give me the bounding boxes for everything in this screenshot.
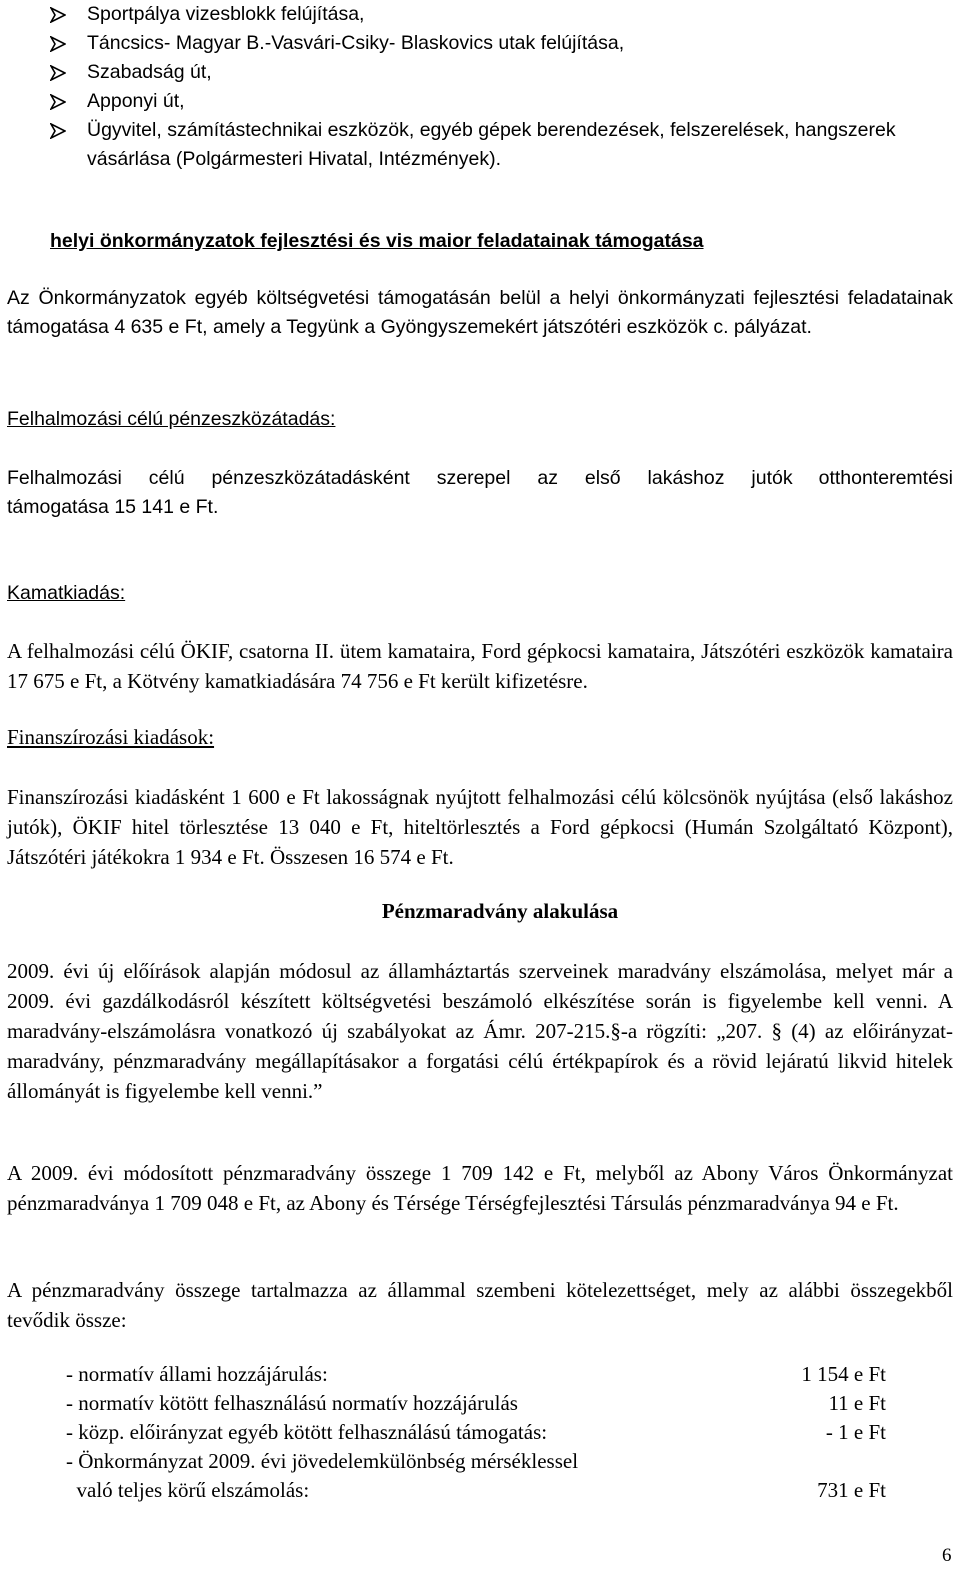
section-heading-penzmaradvany: Pénzmaradvány alakulása	[381, 899, 619, 923]
list-item-text: Apponyi út,	[87, 90, 185, 112]
item-label: - Önkormányzat 2009. évi jövedelemkülönbség mérséklessel	[66, 1449, 579, 1473]
paragraph-kamatkiadas: A felhalmozási célú ÖKIF, csatorna II. ütem kamataira, Ford gépkocsi kamataira, Játszótéri eszközök kamataira 17 675 e Ft, a Kötvény kamatkiadására 74 756 e Ft került kifizetésre.	[7, 639, 953, 693]
item-label: - közp. előirányzat egyéb kötött felhasználású támogatás:	[66, 1420, 548, 1444]
section-heading-felhalmozasi: Felhalmozási célú pénzeszközátadás:	[7, 408, 336, 430]
table-row	[66, 1418, 886, 1447]
item-label: - normatív kötött felhasználású normatív hozzájárulás	[66, 1391, 518, 1415]
list-item	[50, 58, 960, 87]
table-row	[66, 1476, 886, 1505]
arrow-bullet-icon	[50, 7, 66, 23]
section-heading-kamatkiadas: Kamatkiadás:	[7, 582, 126, 604]
section-heading-fejlesztesi: helyi önkormányzatok fejlesztési és vis maior feladatainak támogatása	[50, 230, 704, 252]
item-value: - 1 e Ft	[825, 1420, 886, 1444]
paragraph-finanszirozasi: Finanszírozási kiadásként 1 600 e Ft lakosságnak nyújtott felhalmozási célú kölcsönök nyújtása (első lakáshoz jutók), ÖKIF hitel törlesztése 13 040 e Ft, hiteltörlesztés a Ford gépkocsi (Humán Szolgáltató Központ), Játszótéri játékokra 1 934 e Ft. Összesen 16 574 e Ft.	[7, 785, 953, 869]
list-item-text: Ügyvitel, számítástechnikai eszközök, egyéb gépek berendezések, felszerelések, hangszerek vásárlása (Polgármesteri Hivatal, Intézmények).	[87, 119, 896, 170]
bullet-list	[50, 0, 960, 174]
paragraph-fejlesztesi: Az Önkormányzatok egyéb költségvetési támogatásán belül a helyi önkormányzati fejlesztési feladatainak támogatása 4 635 e Ft, amely a Tegyünk a Gyöngyszemekért játszótéri eszközök c. pályázat.	[7, 287, 953, 338]
item-label: - normatív állami hozzájárulás:	[66, 1362, 328, 1386]
item-label: való teljes körű elszámolás:	[66, 1478, 310, 1502]
paragraph-felhalmozasi	[7, 464, 953, 522]
section-heading-finanszirozasi: Finanszírozási kiadások:	[7, 725, 215, 749]
list-item	[50, 87, 960, 116]
item-value: 731 e Ft	[817, 1478, 886, 1502]
paragraph-penzmaradvany-3: A pénzmaradvány összege tartalmazza az állammal szembeni kötelezettséget, mely az alábbi összegekből tevődik össze:	[7, 1278, 953, 1332]
table-row	[66, 1389, 886, 1418]
page-number: 6	[942, 1545, 952, 1566]
list-item	[50, 0, 960, 29]
list-item	[50, 29, 960, 58]
arrow-bullet-icon	[50, 65, 66, 81]
arrow-bullet-icon	[50, 123, 66, 139]
table-row	[66, 1447, 886, 1476]
arrow-bullet-icon	[50, 36, 66, 52]
item-value: 11 e Ft	[828, 1391, 886, 1415]
obligation-items-table	[66, 1360, 886, 1505]
paragraph-felhalmozasi-part-b: otthonteremtési támogatása 15 141 e Ft.	[7, 467, 953, 518]
paragraph-penzmaradvany-1: 2009. évi új előírások alapján módosul az államháztartás szerveinek maradvány elszámolása, melyet már a 2009. évi gazdálkodásról készített költségvetési beszámoló elkészítése során is figyelembe kell venni. A maradvány-elszámolásra vonatkozó új szabályokat az Ámr. 207-215.§-a rögzíti: „207. § (4) az előirányzat- maradvány, pénzmaradvány megállapításakor a forgatási célú értékpapírok és a rövid lejáratú likvid hitelek állományát is figyelembe kell venni.”	[7, 959, 953, 1103]
list-item-text: Táncsics- Magyar B.-Vasvári-Csiky- Blaskovics utak felújítása,	[87, 32, 625, 54]
arrow-bullet-icon	[50, 94, 66, 110]
item-value: 1 154 e Ft	[801, 1362, 886, 1386]
table-row	[66, 1360, 886, 1389]
list-item-text: Szabadság út,	[87, 61, 212, 83]
paragraph-penzmaradvany-2: A 2009. évi módosított pénzmaradvány összege 1 709 142 e Ft, melyből az Abony Város Önkormányzat pénzmaradványa 1 709 048 e Ft, az Abony és Térsége Térségfejlesztési Társulás pénzmaradványa 94 e Ft.	[7, 1161, 953, 1215]
paragraph-felhalmozasi-part-a: Felhalmozási célú pénzeszközátadásként szerepel az első lakáshoz jutók	[7, 467, 793, 489]
list-item	[50, 116, 960, 174]
list-item-text: Sportpálya vizesblokk felújítása,	[87, 3, 365, 25]
